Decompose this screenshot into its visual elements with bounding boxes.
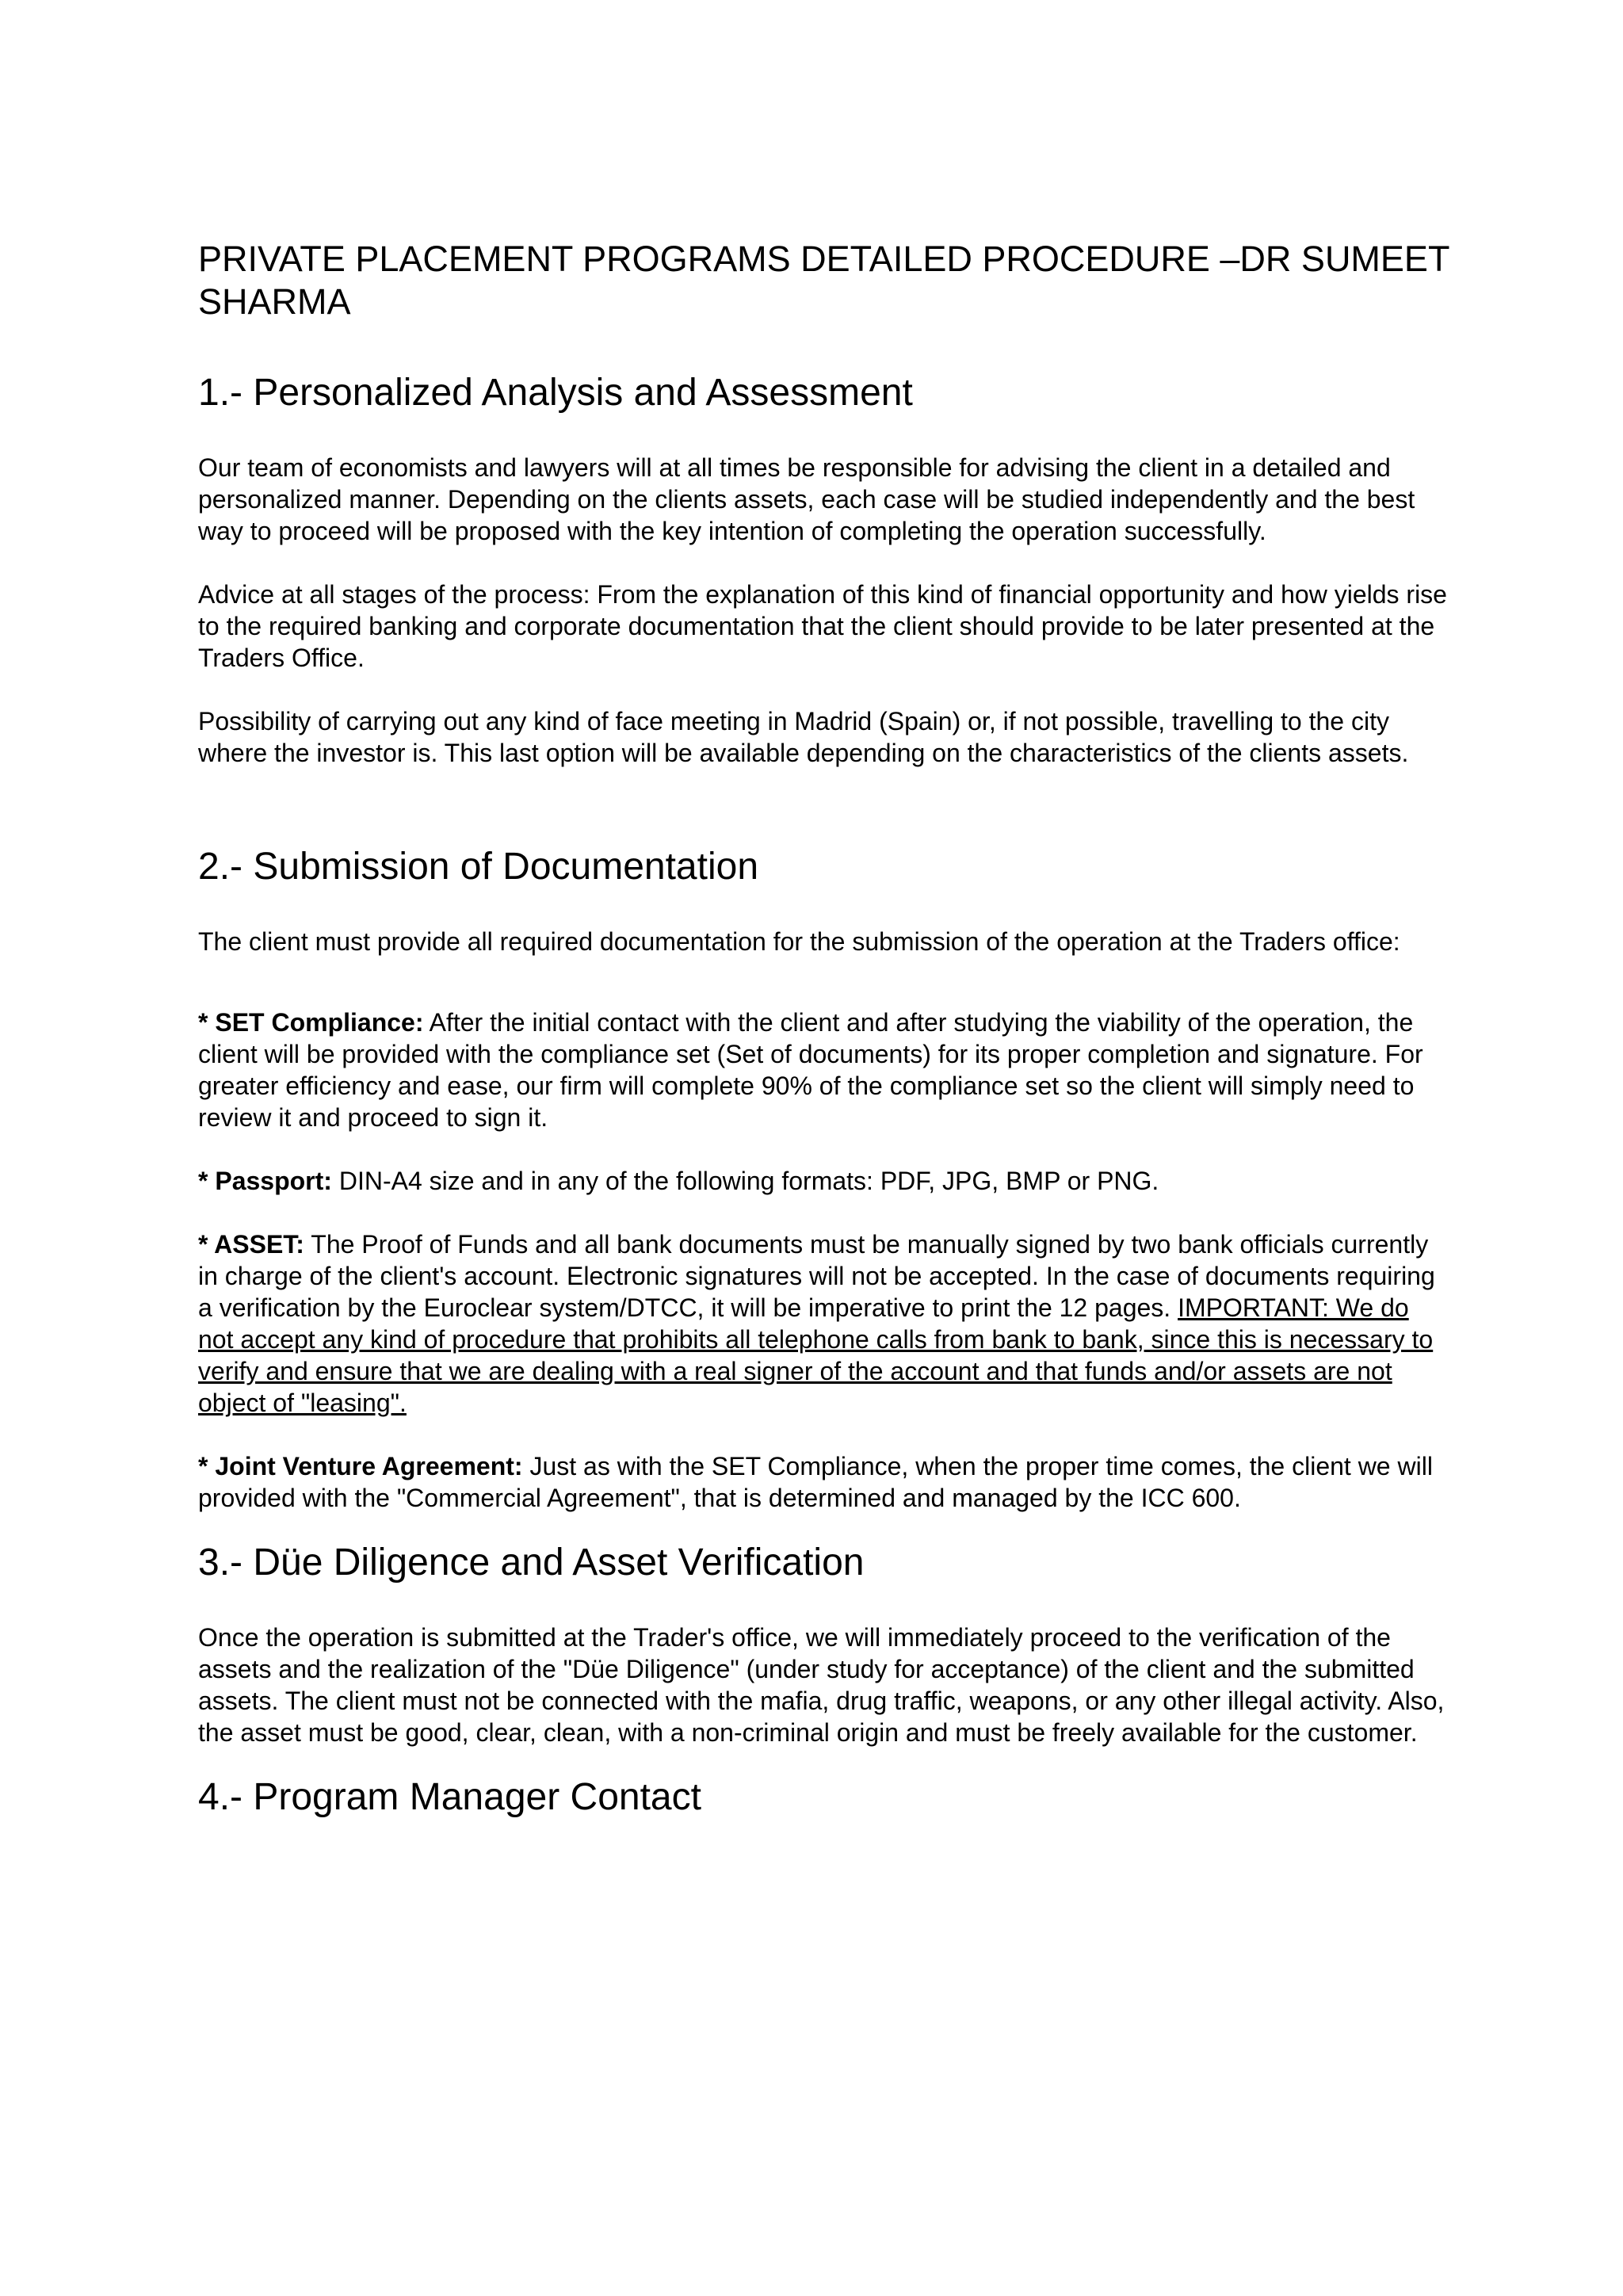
paragraph-team-advice: Our team of economists and lawyers will at all times be responsible for advising the client in a detailed and personalized manner. Depending on the clients assets, each case will be studied independently and the best way to proceed will be proposed with the key intention of completing the operation successfully.	[198, 453, 1415, 545]
label-passport: * Passport:	[198, 1167, 332, 1195]
paragraph-advice-stages: Advice at all stages of the process: From the explanation of this kind of financial opportunity and how yields rise to the required banking and corporate documentation that the client should provide to be later presented at the Traders Office.	[198, 580, 1447, 672]
text-asset: The Proof of Funds and all bank documents must be manually signed by two bank officials currently in charge of the client's account. Electronic signatures will not be accepted. In the case of documents requiring a verification by the Euroclear system/DTCC, it will be imperative to print the 12 pages.	[198, 1230, 1435, 1322]
section-heading-analysis: 1.- Personalized Analysis and Assessment	[198, 372, 913, 414]
text-asset-important: IMPORTANT: We do not accept any kind of procedure that prohibits all telephone calls from bank to bank, since this is necessary to verify and ensure that we are dealing with a real signer of the account and that funds and/or assets are not object of "leasing".	[198, 1293, 1434, 1417]
paragraph-set-compliance	[198, 1007, 1450, 1133]
paragraph-passport	[198, 1165, 1450, 1197]
section-heading-program-manager: 4.- Program Manager Contact	[198, 1776, 701, 1818]
label-joint-venture: * Joint Venture Agreement:	[198, 1452, 523, 1480]
paragraph-face-meeting: Possibility of carrying out any kind of face meeting in Madrid (Spain) or, if not possible, travelling to the city where the investor is. This last option will be available depending on the characteristics of the clients assets.	[198, 707, 1409, 767]
text-passport: DIN-A4 size and in any of the following formats: PDF, JPG, BMP or PNG.	[331, 1167, 1159, 1195]
paragraph-asset	[198, 1228, 1450, 1419]
label-asset: * ASSET:	[198, 1230, 304, 1259]
label-set-compliance: * SET Compliance:	[198, 1008, 424, 1037]
paragraph-due-diligence: Once the operation is submitted at the Trader's office, we will immediately proceed to the verification of the assets and the realization of the "Düe Diligence" (under study for acceptance) of the client and the submitted assets. The client must not be connected with the mafia, drug traffic, weapons, or any other illegal activity. Also, the asset must be good, clear, clean, with a non-criminal origin and must be freely available for the customer.	[198, 1623, 1445, 1747]
document-title: PRIVATE PLACEMENT PROGRAMS DETAILED PROCEDURE –DR SUMEET SHARMA	[198, 239, 1449, 322]
document-page	[198, 238, 1450, 1820]
paragraph-documentation-intro: The client must provide all required documentation for the submission of the operation at the Traders office:	[198, 927, 1400, 956]
section-heading-documentation: 2.- Submission of Documentation	[198, 846, 759, 888]
section-heading-due-diligence: 3.- Düe Diligence and Asset Verification	[198, 1541, 865, 1584]
paragraph-joint-venture	[198, 1450, 1450, 1514]
text-set-compliance: After the initial contact with the client and after studying the viability of the operation, the client will be provided with the compliance set (Set of documents) for its proper completion and signature. For greater efficiency and ease, our firm will complete 90% of the compliance set so the client will simply need to review it and proceed to sign it.	[198, 1008, 1423, 1132]
text-joint-venture: Just as with the SET Compliance, when the proper time comes, the client we will provided with the "Commercial Agreement", that is determined and managed by the ICC 600.	[198, 1452, 1433, 1512]
